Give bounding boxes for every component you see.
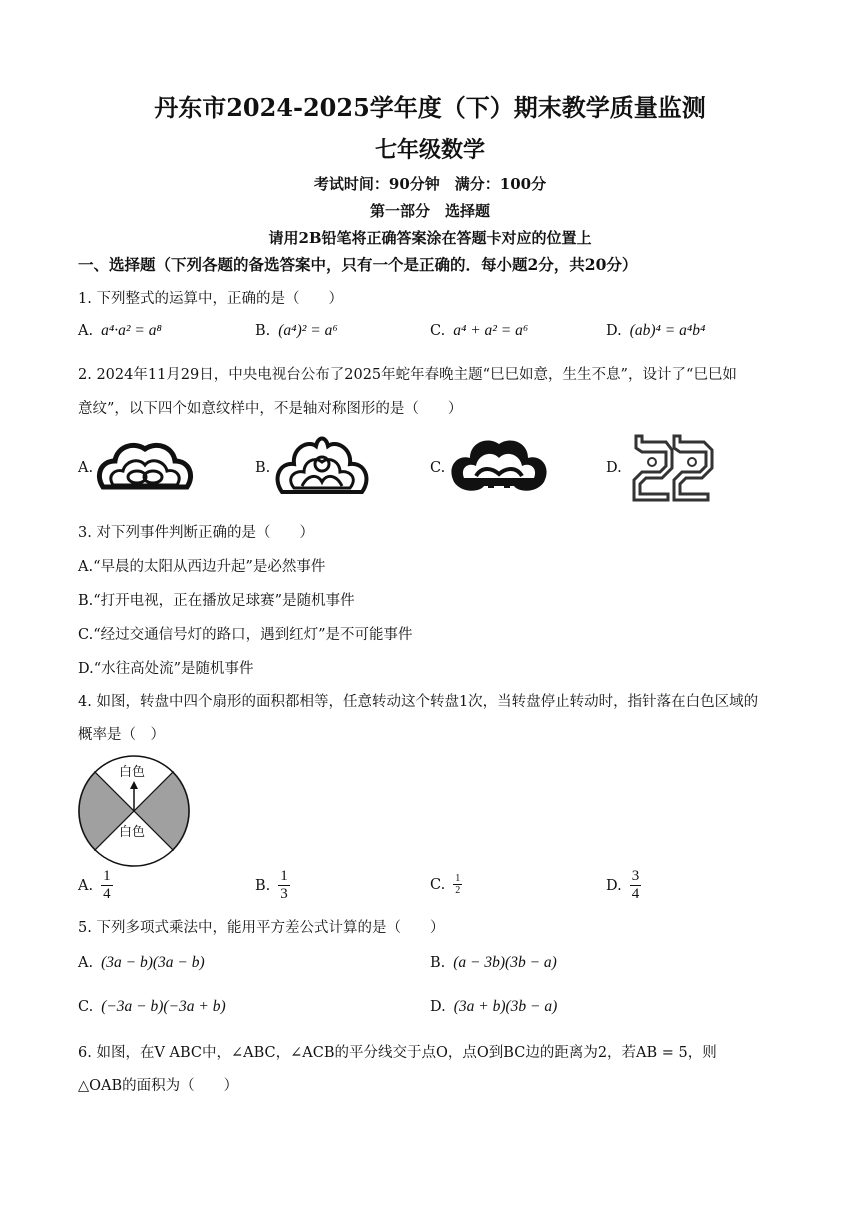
- question-4-stem-line2: 概率是（ ）: [78, 727, 165, 743]
- option-text: “经过交通信号灯的路口，遇到红灯”是不可能事件: [93, 627, 413, 643]
- fraction: $\frac{1}{3}$: [280, 868, 288, 902]
- question-4-option-d: [606, 868, 641, 903]
- question-1-option-c: [430, 322, 528, 340]
- ruyi-pattern-d-image: [628, 430, 718, 504]
- ruyi-pattern-a-image: [95, 435, 195, 499]
- question-2-option-d-label: D.: [606, 460, 622, 476]
- option-expression: a⁴·a² = a⁸: [101, 322, 162, 339]
- option-label: D.: [430, 999, 446, 1015]
- question-6-stem-line1: 6. 如图，在V ABC中，∠ABC，∠ACB的平分线交于点O，点O到BC边的距离为2，若AB = 5，则: [78, 1045, 717, 1061]
- question-4-stem-line1: 4. 如图，转盘中四个扇形的面积都相等，任意转动这个转盘1次，当转盘停止转动时，指针落在白色区域的: [78, 694, 759, 710]
- fraction: $\frac{1}{2}$: [455, 873, 461, 896]
- spinner-top-label: 白色: [119, 765, 146, 780]
- question-2-option-b-label: B.: [255, 460, 271, 476]
- option-text: “早晨的太阳从西边升起”是必然事件: [93, 559, 326, 575]
- page-subtitle: 七年级数学: [374, 137, 485, 163]
- question-4-option-b: [255, 868, 290, 903]
- option-label: C.: [430, 323, 446, 339]
- question-3-option-c: [78, 623, 413, 644]
- question-2-stem-line1: 2. 2024年11月29日，中央电视台公布了2025年蛇年春晚主题“巳巳如意，生生不息”，设计了“巳巳如: [78, 367, 737, 383]
- option-label: B.: [78, 593, 94, 609]
- option-label: C.: [430, 876, 446, 893]
- question-5-option-c: [78, 998, 226, 1016]
- spinner-figure: [78, 755, 190, 867]
- section-heading: 一、选择题（下列各题的备选答案中，只有一个是正确的．每小题2分，共20分）: [78, 255, 638, 274]
- question-5-option-b: [430, 954, 557, 972]
- fraction: $\frac{1}{4}$: [103, 868, 111, 902]
- option-label: C.: [78, 627, 94, 643]
- option-label: D.: [606, 323, 622, 339]
- option-text: “打开电视，正在播放足球赛”是随机事件: [93, 593, 355, 609]
- question-3-option-d: [78, 657, 254, 678]
- option-expression: (a − 3b)(3b − a): [453, 954, 557, 971]
- ruyi-pattern-b-image: [272, 430, 372, 502]
- question-4-option-a: [78, 868, 113, 903]
- question-2-option-c-label: C.: [430, 460, 446, 476]
- page-title: 丹东市2024-2025学年度（下）期末教学质量监测: [154, 93, 706, 122]
- question-6-stem-line2: △OAB的面积为（ ）: [78, 1078, 239, 1094]
- question-5-option-d: [430, 998, 557, 1016]
- question-2-stem-line2: 意纹”，以下四个如意纹样中，不是轴对称图形的是（ ）: [78, 401, 463, 417]
- ruyi-pattern-c-image: [448, 432, 550, 500]
- option-label: D.: [606, 877, 622, 894]
- part-heading: 第一部分 选择题: [369, 202, 490, 220]
- fraction: $\frac{3}{4}$: [631, 868, 640, 902]
- option-expression: (ab)⁴ = a⁴b⁴: [629, 322, 706, 339]
- question-5-stem: 5. 下列多项式乘法中，能用平方差公式计算的是（ ）: [78, 920, 445, 936]
- option-text: “水往高处流”是随机事件: [93, 661, 254, 677]
- option-expression: a⁴ + a² = a⁶: [453, 322, 529, 339]
- option-expression: (3a − b)(3a − b): [101, 954, 205, 971]
- option-expression: (3a + b)(3b − a): [453, 998, 558, 1015]
- question-1-option-a: [78, 322, 162, 340]
- option-label: A.: [78, 877, 94, 894]
- question-3-stem: 3. 对下列事件判断正确的是（ ）: [78, 525, 314, 541]
- question-1-option-b: [255, 322, 338, 340]
- question-3-option-b: [78, 589, 355, 610]
- question-2-option-a-label: A.: [78, 460, 94, 476]
- option-label: A.: [78, 559, 94, 575]
- option-label: D.: [78, 661, 94, 677]
- option-label: C.: [78, 999, 94, 1015]
- option-label: B.: [255, 323, 271, 339]
- question-3-option-a: [78, 555, 325, 576]
- answer-instruction: 请用2B铅笔将正确答案涂在答题卡对应的位置上: [268, 229, 592, 247]
- option-label: A.: [78, 955, 94, 971]
- option-expression: (a⁴)² = a⁶: [278, 322, 338, 339]
- spinner-bottom-label: 白色: [119, 825, 146, 840]
- question-1-option-d: [606, 322, 705, 340]
- option-label: A.: [78, 323, 94, 339]
- option-label: B.: [255, 877, 271, 894]
- exam-info: 考试时间：90分钟 满分：100分: [313, 175, 547, 193]
- option-expression: (−3a − b)(−3a + b): [101, 998, 226, 1015]
- question-4-option-c: [430, 873, 462, 896]
- question-5-option-a: [78, 954, 205, 972]
- option-label: B.: [430, 955, 446, 971]
- question-1-stem: 1. 下列整式的运算中，正确的是（ ）: [78, 291, 343, 307]
